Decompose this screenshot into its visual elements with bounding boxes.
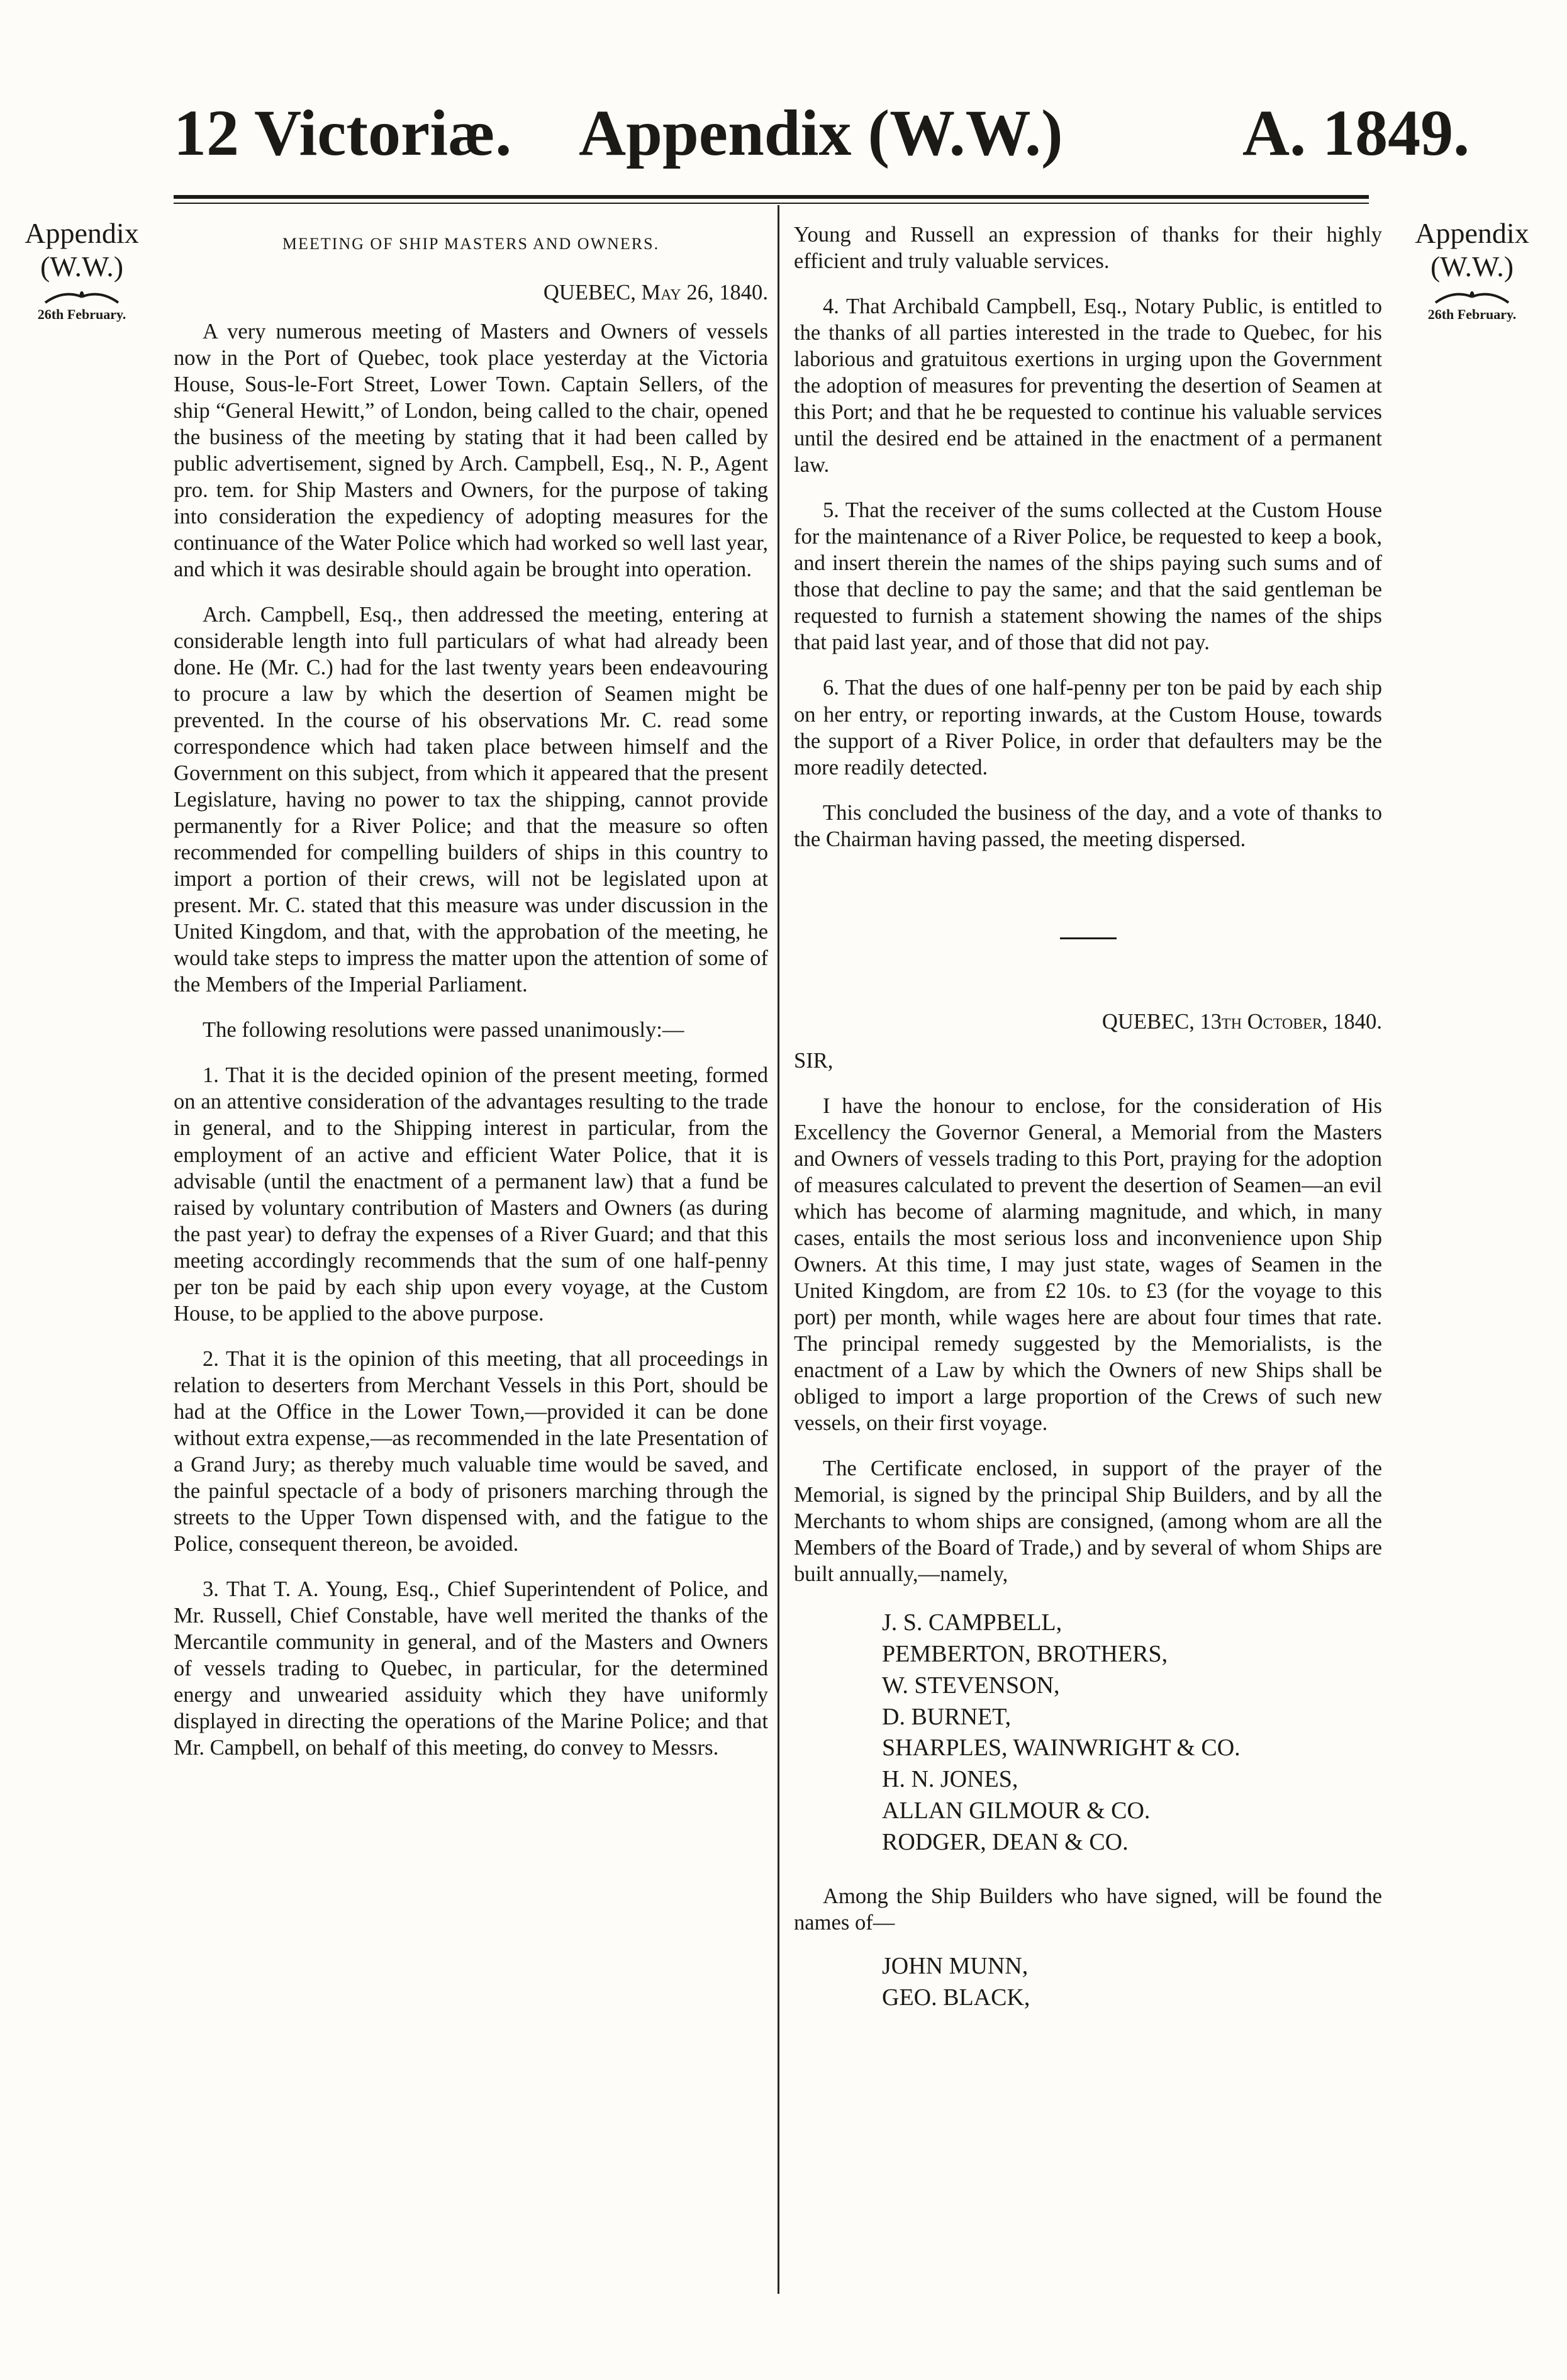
header-rule-thin bbox=[174, 203, 1369, 204]
merchant-name: RODGER, DEAN & CO. bbox=[882, 1828, 1129, 1855]
margin-note-left bbox=[6, 217, 157, 322]
margin-note-code: (W.W.) bbox=[40, 250, 124, 282]
builder-list bbox=[882, 1951, 1382, 2014]
brace-icon bbox=[1434, 288, 1510, 304]
margin-note-title: Appendix bbox=[1415, 217, 1529, 249]
margin-note-title: Appendix bbox=[25, 217, 139, 249]
merchant-name: D. BURNET, bbox=[882, 1703, 1012, 1730]
header-year: A. 1849. bbox=[1242, 97, 1470, 169]
header-appendix: Appendix (W.W.) bbox=[579, 97, 1063, 169]
paragraph: A very numerous meeting of Masters and Owners of vessels now in the Port of Quebec, took place yesterday at the Victoria House, Sous-le-Fort Street, Lower Town. Captain Sellers, of the ship “General Hewitt,” of London, being called to the chair, opened the business of the meeting by stating that it had been called by public advertisement, signed by Arch. Campbell, Esq., N. P., Agent pro. tem. for Ship Masters and Owners, for the purpose of taking into consideration the expediency of adopting measures for the continuance of the Water Police which had worked so well last year, and which it was desirable should again be brought into operation. bbox=[174, 319, 768, 581]
article-dateline: QUEBEC, May 26, 1840. bbox=[543, 280, 768, 304]
margin-note-right bbox=[1381, 217, 1563, 322]
margin-note-date: 26th February. bbox=[1427, 306, 1517, 322]
closing-paragraph: This concluded the business of the day, and a vote of thanks to the Chairman having passed, the meeting dispersed. bbox=[794, 800, 1382, 851]
merchant-name: PEMBERTON, BROTHERS, bbox=[882, 1641, 1168, 1668]
resolution-1: 1. That it is the decided opinion of the present meeting, formed on an attentive consideration of the advantages resulting to the trade in general, and to the Shipping interest in particular, from the employment of an active and efficient Water Police, that it is advisable (until the enactment of a permanent law) that a fund be raised by voluntary contribution of Masters and Owners (as during the past year) to defray the expenses of a River Guard; and that this meeting accordingly recommends that the sum of one half-penny per ton be paid by each ship upon every voyage, at the Custom House, to be applied to the above purpose. bbox=[174, 1063, 768, 1326]
paragraph-continued: Young and Russell an expression of thanks for their highly efficient and truly valuable services. bbox=[794, 223, 1382, 274]
right-column bbox=[794, 221, 1382, 2014]
merchant-name: ALLAN GILMOUR & CO. bbox=[882, 1797, 1151, 1824]
merchant-name: H. N. JONES, bbox=[882, 1766, 1018, 1793]
letter-dateline: QUEBEC, 13th October, 1840. bbox=[1101, 1009, 1382, 1034]
builder-name: GEO. BLACK, bbox=[882, 1984, 1030, 2011]
letter-paragraph: The Certificate enclosed, in support of the prayer of the Memorial, is signed by the principal Ship Builders, and by all the Merchants to whom ships are consigned, (among whom are all the Members of the Board of Trade,) and by several of whom Ships are built annually,—namely, bbox=[794, 1456, 1382, 1587]
resolution-4: 4. That Archibald Campbell, Esq., Notary Public, is entitled to the thanks of all parties interested in the trade to Quebec, for his laborious and gratuitous exertions in urging upon the Government the adoption of measures for preventing the desertion of Seamen at this Port; and that he be requested to continue his valuable services until the desired end be attained in the enactment of a permanent law. bbox=[794, 294, 1382, 478]
builder-name: JOHN MUNN, bbox=[882, 1953, 1029, 1980]
letter-paragraph: I have the honour to enclose, for the consideration of His Excellency the Governor General, a Memorial from the Masters and Owners of vessels trading to this Port, praying for the adoption of measures calculated to prevent the desertion of Seamen—an evil which has become of alarming magnitude, and which, in many cases, entails the most serious loss and inconvenience upon Ship Owners. At this time, I may just state, wages of Seamen in the United Kingdom, are from £2 10s. to £3 (for the voyage to this port) per month, while wages here are about four times that rate. The principal remedy suggested by the Memorialists, is the enactment of a Law by which the Owners of new Ships shall be obliged to import a large proportion of the Crews of such new vessels, on their first voyage. bbox=[794, 1093, 1382, 1436]
resolution-2: 2. That it is the opinion of this meeting, that all proceedings in relation to deserters from Merchant Vessels in this Port, should be had at the Office in the Lower Town,—provided it can be done without extra expense,—as recommended in the late Presentation of a Grand Jury; as thereby much valuable time would be saved, and the painful spectacle of a body of prisoners marching through the streets to the Upper Town dispensed with, and the fatigue to the Police, consequent thereon, be avoided. bbox=[174, 1346, 768, 1556]
builders-intro: Among the Ship Builders who have signed, will be found the names of— bbox=[794, 1884, 1382, 1935]
paragraph: Arch. Campbell, Esq., then addressed the meeting, entering at considerable length into full particulars of what had already been done. He (Mr. C.) had for the last twenty years been endeavouring to procure a law by which the desertion of Seamen might be prevented. In the course of his observations Mr. C. read some correspondence which had taken place between himself and the Government on this subject, from which it appeared that the present Legislature, having no power to tax the shipping, cannot provide permanently for a River Police; and that the measure so often recommended for compelling builders of ships in this country to import a portion of their crews, will not be legislated upon at present. Mr. C. stated that this measure was under discussion in the United Kingdom, and that, with the approbation of the meeting, he would take steps to impress the matter upon the attention of some of the Members of the Imperial Parliament. bbox=[174, 602, 768, 997]
header-volume: 12 Victoriæ. bbox=[174, 97, 512, 169]
letter-salutation: SIR, bbox=[794, 1048, 834, 1073]
section-separator bbox=[1060, 937, 1117, 939]
brace-icon bbox=[44, 288, 120, 304]
article-heading: MEETING OF SHIP MASTERS AND OWNERS. bbox=[282, 235, 660, 253]
resolution-3: 3. That T. A. Young, Esq., Chief Superintendent of Police, and Mr. Russell, Chief Constable, have well merited the thanks of the Mercantile community in general, and of the Masters and Owners of vessels trading to Quebec, in particular, for the determined energy and unwearied assiduity which they have uniformly displayed in directing the operations of the Marine Police; and that Mr. Campbell, on behalf of this meeting, do convey to Messrs. bbox=[174, 1577, 768, 1760]
resolution-6: 6. That the dues of one half-penny per ton be paid by each ship on her entry, or reporting inwards, at the Custom House, towards the support of a River Police, in order that defaulters may be the more readily detected. bbox=[794, 676, 1382, 779]
merchant-name: J. S. CAMPBELL, bbox=[882, 1609, 1062, 1636]
merchant-name: W. STEVENSON, bbox=[882, 1672, 1060, 1699]
resolution-5: 5. That the receiver of the sums collected at the Custom House for the maintenance of a River Police, be requested to keep a book, and insert therein the names of the ships paying such sums and of those that decline to pay the same; and that the said gentleman be requested to furnish a statement showing the names of the ships that paid last year, and of those that did not pay. bbox=[794, 498, 1382, 655]
merchant-name: SHARPLES, WAINWRIGHT & CO. bbox=[882, 1735, 1241, 1762]
paragraph: The following resolutions were passed unanimously:— bbox=[203, 1018, 684, 1042]
header-rule-thick bbox=[174, 195, 1369, 199]
merchant-list bbox=[882, 1607, 1382, 1858]
column-divider bbox=[778, 205, 779, 2294]
margin-note-date: 26th February. bbox=[37, 306, 126, 322]
margin-note-code: (W.W.) bbox=[1430, 250, 1514, 282]
left-column bbox=[174, 228, 768, 1761]
